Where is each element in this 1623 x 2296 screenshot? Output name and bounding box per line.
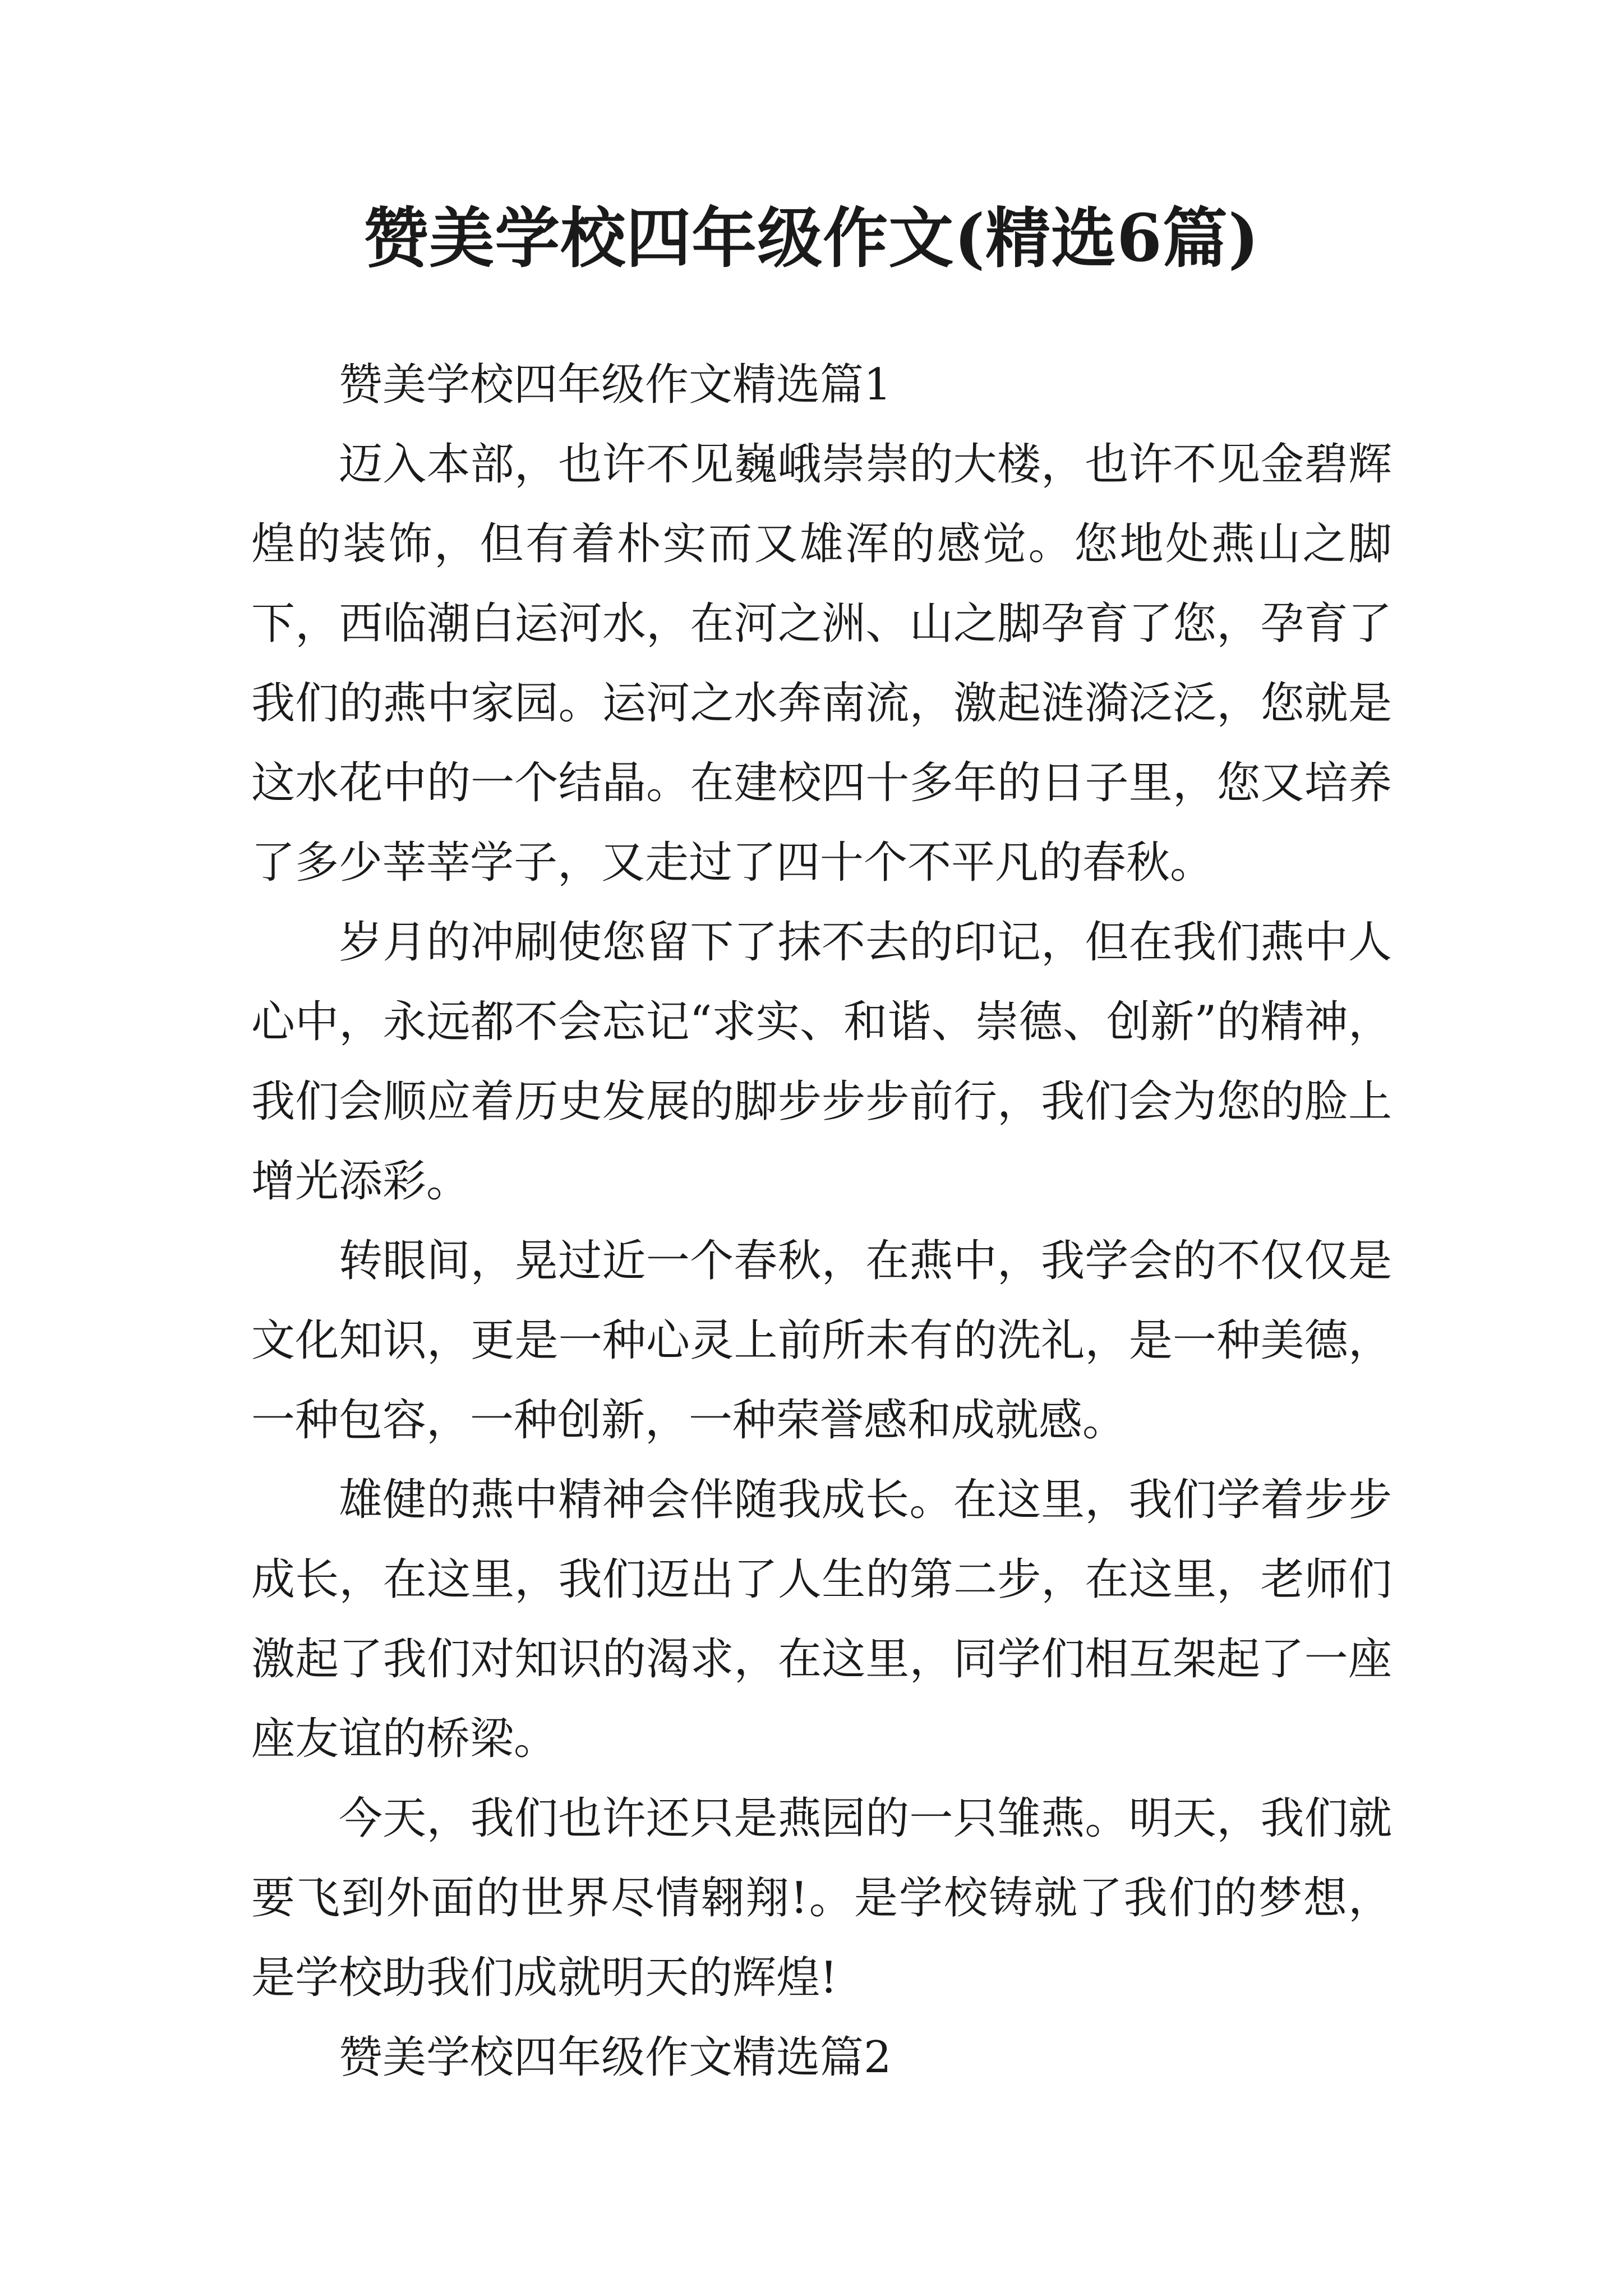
paragraph: 今天，我们也许还只是燕园的一只雏燕。明天，我们就要飞到外面的世界尽情翱翔!。是学校铸就了我们的梦想，是学校助我们成就明天的辉煌! [251, 1793, 1392, 2003]
document-body [251, 345, 1392, 2097]
section-heading-2: 赞美学校四年级作文精选篇2 [339, 2032, 892, 2083]
document-title: 赞美学校四年级作文(精选6篇) [363, 200, 1260, 277]
paragraph: 迈入本部，也许不见巍峨崇崇的大楼，也许不见金碧辉煌的装饰，但有着朴实而又雄浑的感觉。您地处燕山之脚下，西临潮白运河水，在河之洲、山之脚孕育了您，孕育了我们的燕中家园。运河之水奔南流，激起涟漪泛泛，您就是这水花中的一个结晶。在建校四十多年的日子里，您又培养了多少莘莘学子，又走过了四十个不平凡的春秋。 [251, 439, 1392, 888]
paragraph: 转眼间，晃过近一个春秋，在燕中，我学会的不仅仅是文化知识，更是一种心灵上前所未有的洗礼，是一种美德，一种包容，一种创新，一种荣誉感和成就感。 [251, 1236, 1392, 1446]
paragraph: 雄健的燕中精神会伴随我成长。在这里，我们学着步步成长，在这里，我们迈出了人生的第二步，在这里，老师们激起了我们对知识的渴求，在这里，同学们相互架起了一座座友谊的桥梁。 [251, 1475, 1392, 1764]
paragraph: 岁月的冲刷使您留下了抹不去的印记，但在我们燕中人心中，永远都不会忘记“求实、和谐、崇德、创新”的精神，我们会顺应着历史发展的脚步步步前行，我们会为您的脸上增光添彩。 [251, 917, 1392, 1207]
section-heading-1: 赞美学校四年级作文精选篇1 [339, 360, 892, 410]
